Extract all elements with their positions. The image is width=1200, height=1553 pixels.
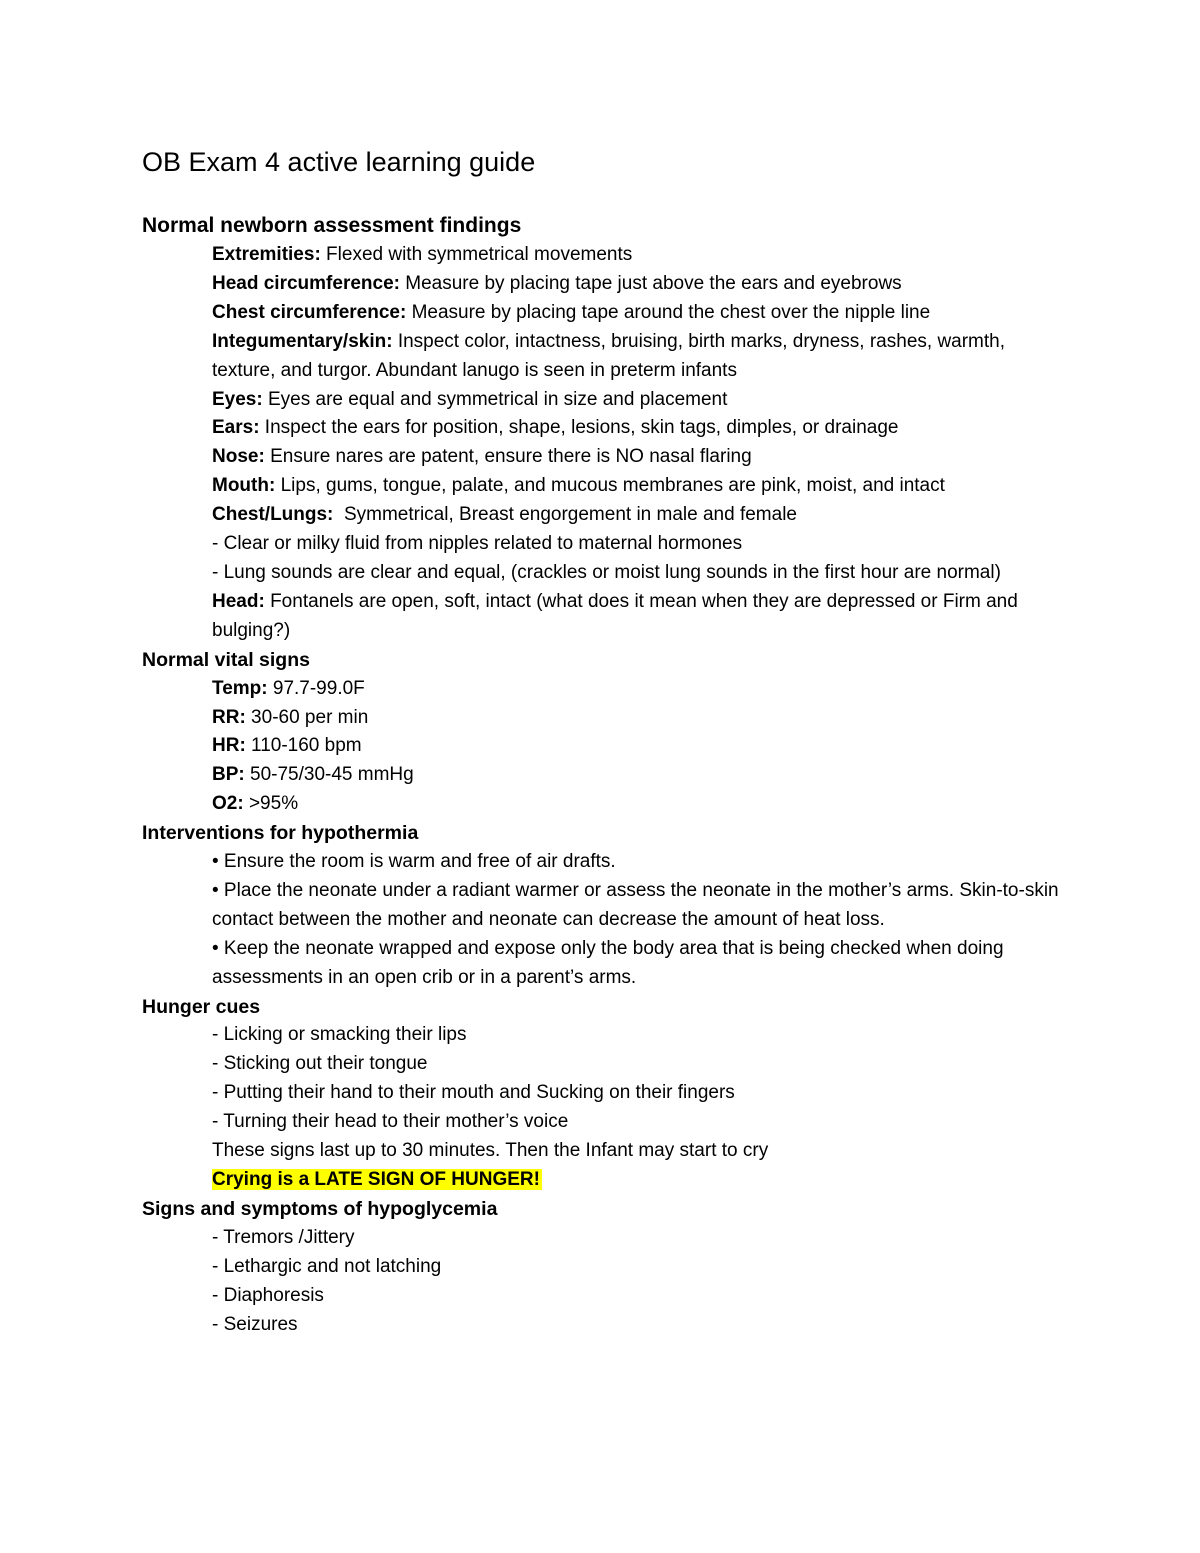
hunger-cue-highlight: Crying is a LATE SIGN OF HUNGER! [212,1169,540,1190]
item-label: Head: [212,590,265,612]
hunger-cue-note: These signs last up to 30 minutes. Then the Infant may start to cry [212,1140,769,1162]
item-label: RR: [212,706,246,728]
vital-sign-o2 [212,790,1062,819]
vital-sign-rr [212,704,1062,733]
vital-sign-temp [212,675,1062,704]
hypoglycemia-symptom: - Diaphoresis [212,1284,324,1306]
assessment-item-head-circumference [212,270,1062,299]
assessment-item-chest-lungs [212,501,1062,530]
hunger-cue-item: - Putting their hand to their mouth and Sucking on their fingers [212,1082,735,1104]
section-heading-vital-signs: Normal vital signs [142,648,310,671]
item-text: Measure by placing tape just above the ears and eyebrows [399,272,902,294]
item-text: 30-60 per min [245,706,369,728]
section-heading-hunger-cues: Hunger cues [142,995,261,1018]
item-text: 50-75/30-45 mmHg [244,764,414,786]
item-text: Flexed with symmetrical movements [320,244,633,265]
hunger-cue-item: - Sticking out their tongue [212,1053,428,1075]
item-label: Chest/Lungs: [212,504,334,526]
hypoglycemia-symptom: - Lethargic and not latching [212,1255,442,1277]
item-label: Eyes: [212,388,263,410]
section-vital-signs [142,675,1062,820]
item-text: >95% [243,793,299,815]
hunger-cue-item: - Turning their head to their mother’s voice [212,1111,569,1133]
document-content [142,211,1062,1339]
hunger-cue-item: - Licking or smacking their lips [212,1024,467,1046]
chest-note: - Lung sounds are clear and equal, (crackles or moist lung sounds in the first hour are normal) [212,561,1001,583]
item-label: Chest circumference: [212,301,407,323]
item-label: Extremities: [212,244,321,265]
hypothermia-intervention: • Keep the neonate wrapped and expose only the body area that is being checked when doing assessments in an open crib or in a parent’s arms. [212,937,1004,988]
item-label: BP: [212,764,245,786]
assessment-item-chest-circumference [212,299,1062,328]
hypothermia-intervention: • Ensure the room is warm and free of air drafts. [212,851,616,873]
assessment-item-extremities [212,241,1062,270]
section-hunger-cues [142,1021,1062,1194]
assessment-item-ears [212,414,1062,443]
section-hypothermia [142,848,1062,993]
item-text: Symmetrical, Breast engorgement in male and female [333,504,797,526]
hunger-cue-highlight-line [212,1166,1062,1195]
item-text: Eyes are equal and symmetrical in size and placement [262,388,728,410]
item-text: Ensure nares are patent, ensure there is NO nasal flaring [264,446,752,468]
item-label: Nose: [212,446,265,468]
section-heading-hypoglycemia: Signs and symptoms of hypoglycemia [142,1197,498,1220]
hypoglycemia-symptom: - Tremors /Jittery [212,1226,355,1248]
item-label: HR: [212,735,246,757]
section-heading-newborn-assessment: Normal newborn assessment findings [142,214,522,237]
section-hypoglycemia [142,1224,1062,1340]
document-title: OB Exam 4 active learning guide [142,147,536,177]
assessment-item-eyes [212,386,1062,415]
hypothermia-intervention: • Place the neonate under a radiant warmer or assess the neonate in the mother’s arms. Skin-to-skin contact between the mother and neonate can decrease the amount of heat loss. [212,879,1059,930]
item-text: Fontanels are open, soft, intact (what does it mean when they are depressed or Firm and bulging?) [212,590,1018,641]
item-text: Lips, gums, tongue, palate, and mucous membranes are pink, moist, and intact [275,475,945,497]
assessment-item-nose [212,443,1062,472]
item-text: 97.7-99.0F [267,677,365,699]
chest-note: - Clear or milky fluid from nipples related to maternal hormones [212,533,743,555]
item-text: Measure by placing tape around the chest over the nipple line [406,301,931,323]
item-label: Mouth: [212,475,276,497]
section-newborn-assessment [142,241,1062,646]
item-text: Inspect the ears for position, shape, lesions, skin tags, dimples, or drainage [259,417,899,439]
item-text: 110-160 bpm [245,735,362,757]
assessment-item-mouth [212,472,1062,501]
hypoglycemia-symptom: - Seizures [212,1313,298,1335]
item-label: Ears: [212,417,260,439]
item-label: Temp: [212,677,268,699]
vital-sign-hr [212,732,1062,761]
assessment-item-head [212,588,1062,646]
item-label: O2: [212,793,244,815]
vital-sign-bp [212,761,1062,790]
assessment-item-integumentary [212,328,1062,386]
section-heading-hypothermia: Interventions for hypothermia [142,822,419,845]
item-label: Head circumference: [212,272,400,294]
item-text: Inspect color, intactness, bruising, birth marks, dryness, rashes, warmth, texture, and turgor. Abundant lanugo is seen in preterm infants [212,330,1006,381]
item-label: Integumentary/skin: [212,330,393,352]
